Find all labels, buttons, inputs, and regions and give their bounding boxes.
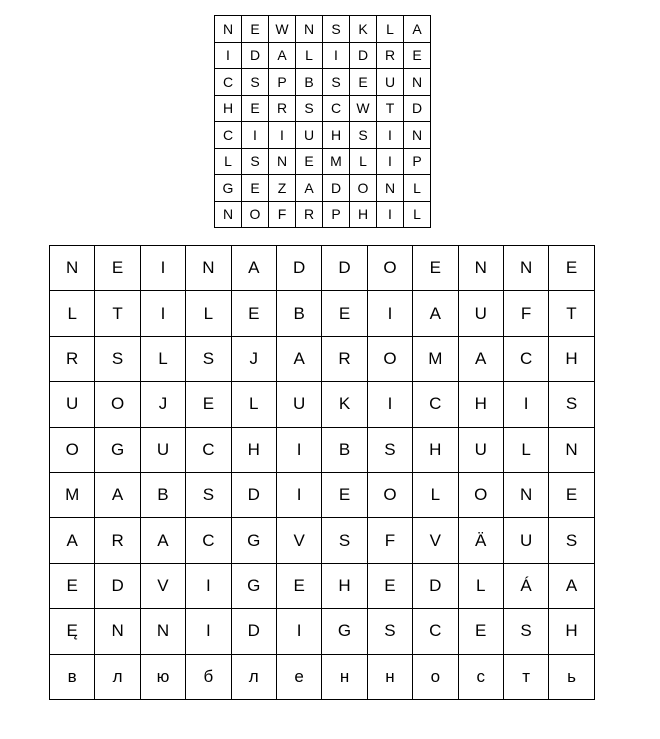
grid-cell[interactable]: A <box>458 336 503 381</box>
grid-cell[interactable]: N <box>140 609 185 654</box>
grid-cell[interactable]: F <box>269 201 296 228</box>
grid-cell[interactable]: S <box>367 609 412 654</box>
grid-cell[interactable]: H <box>549 336 594 381</box>
grid-cell[interactable]: D <box>322 246 367 291</box>
grid-cell[interactable]: H <box>549 609 594 654</box>
grid-cell[interactable]: K <box>322 382 367 427</box>
grid-cell[interactable]: N <box>215 16 242 43</box>
grid-cell[interactable]: A <box>269 42 296 69</box>
grid-cell[interactable]: б <box>186 654 231 699</box>
grid-row <box>50 654 595 699</box>
grid-cell[interactable]: W <box>350 95 377 122</box>
grid-row <box>50 382 595 427</box>
grid-row <box>215 175 431 202</box>
grid-cell[interactable]: B <box>322 427 367 472</box>
grid-cell[interactable]: S <box>367 427 412 472</box>
grid-cell[interactable]: V <box>140 563 185 608</box>
grid-cell[interactable]: E <box>458 609 503 654</box>
grid-cell[interactable]: H <box>458 382 503 427</box>
grid-cell[interactable]: Z <box>269 175 296 202</box>
grid-cell[interactable]: I <box>140 291 185 336</box>
grid-cell[interactable]: S <box>323 69 350 96</box>
grid-cell[interactable]: C <box>413 609 458 654</box>
grid-row <box>215 42 431 69</box>
grid-cell[interactable]: I <box>377 148 404 175</box>
grid-row <box>215 122 431 149</box>
grid-cell[interactable]: L <box>503 427 548 472</box>
grid-cell[interactable]: S <box>242 69 269 96</box>
grid-cell[interactable]: A <box>276 336 321 381</box>
grid-cell[interactable]: D <box>276 246 321 291</box>
grid-cell[interactable]: G <box>231 518 276 563</box>
grid-cell[interactable]: A <box>95 472 140 517</box>
grid-cell[interactable]: U <box>377 69 404 96</box>
grid-cell[interactable]: E <box>50 563 95 608</box>
grid-cell[interactable]: E <box>231 291 276 336</box>
grid-cell[interactable]: C <box>186 427 231 472</box>
grid-cell[interactable]: I <box>215 42 242 69</box>
grid-cell[interactable]: O <box>242 201 269 228</box>
grid-cell[interactable]: I <box>276 427 321 472</box>
grid-cell[interactable]: R <box>377 42 404 69</box>
grid-cell[interactable]: J <box>231 336 276 381</box>
grid-cell[interactable]: A <box>296 175 323 202</box>
grid-cell[interactable]: C <box>215 122 242 149</box>
grid-cell[interactable]: L <box>350 148 377 175</box>
grid-cell[interactable]: N <box>269 148 296 175</box>
grid-cell[interactable]: R <box>95 518 140 563</box>
grid-cell[interactable]: т <box>503 654 548 699</box>
grid-cell[interactable]: L <box>140 336 185 381</box>
grid-cell[interactable]: H <box>413 427 458 472</box>
grid-cell[interactable]: O <box>458 472 503 517</box>
grid-cell[interactable]: E <box>413 246 458 291</box>
grid-cell[interactable]: A <box>140 518 185 563</box>
grid-cell[interactable]: O <box>367 336 412 381</box>
grid-row <box>50 563 595 608</box>
large-grid-body <box>50 246 595 700</box>
small-grid-body <box>215 16 431 228</box>
grid-cell[interactable]: F <box>367 518 412 563</box>
grid-cell[interactable]: н <box>322 654 367 699</box>
grid-cell[interactable]: е <box>276 654 321 699</box>
grid-cell[interactable]: G <box>231 563 276 608</box>
grid-cell[interactable]: S <box>186 336 231 381</box>
grid-cell[interactable]: U <box>140 427 185 472</box>
grid-cell[interactable]: A <box>413 291 458 336</box>
grid-cell[interactable]: O <box>367 246 412 291</box>
grid-cell[interactable]: Á <box>503 563 548 608</box>
grid-row <box>215 69 431 96</box>
grid-cell[interactable]: I <box>503 382 548 427</box>
grid-cell[interactable]: N <box>404 122 431 149</box>
grid-cell[interactable]: D <box>242 42 269 69</box>
grid-cell[interactable]: E <box>367 563 412 608</box>
grid-cell[interactable]: H <box>350 201 377 228</box>
grid-cell[interactable]: ь <box>549 654 594 699</box>
grid-cell[interactable]: I <box>276 609 321 654</box>
grid-cell[interactable]: N <box>377 175 404 202</box>
grid-cell[interactable]: в <box>50 654 95 699</box>
grid-cell[interactable]: V <box>413 518 458 563</box>
grid-cell[interactable]: I <box>377 122 404 149</box>
grid-cell[interactable]: H <box>322 563 367 608</box>
grid-cell[interactable]: I <box>367 291 412 336</box>
grid-cell[interactable]: W <box>269 16 296 43</box>
grid-cell[interactable]: D <box>95 563 140 608</box>
grid-cell[interactable]: U <box>458 291 503 336</box>
grid-cell[interactable]: U <box>276 382 321 427</box>
grid-row <box>215 16 431 43</box>
grid-cell[interactable]: S <box>549 518 594 563</box>
grid-cell[interactable]: N <box>503 472 548 517</box>
grid-cell[interactable]: V <box>276 518 321 563</box>
grid-cell[interactable]: N <box>186 246 231 291</box>
grid-cell[interactable]: L <box>404 201 431 228</box>
grid-cell[interactable]: C <box>323 95 350 122</box>
grid-cell[interactable]: л <box>231 654 276 699</box>
grid-cell[interactable]: C <box>186 518 231 563</box>
grid-cell[interactable]: N <box>296 16 323 43</box>
grid-cell[interactable]: L <box>50 291 95 336</box>
grid-cell[interactable]: R <box>296 201 323 228</box>
grid-cell[interactable]: л <box>95 654 140 699</box>
grid-cell[interactable]: I <box>323 42 350 69</box>
grid-cell[interactable]: U <box>50 382 95 427</box>
grid-cell[interactable]: U <box>296 122 323 149</box>
grid-cell[interactable]: н <box>367 654 412 699</box>
grid-cell[interactable]: K <box>350 16 377 43</box>
grid-cell[interactable]: C <box>413 382 458 427</box>
grid-cell[interactable]: S <box>549 382 594 427</box>
grid-cell[interactable]: N <box>458 246 503 291</box>
grid-cell[interactable]: L <box>215 148 242 175</box>
grid-cell[interactable]: D <box>413 563 458 608</box>
grid-cell[interactable]: I <box>140 246 185 291</box>
grid-cell[interactable]: U <box>458 427 503 472</box>
grid-row <box>50 246 595 291</box>
grid-cell[interactable]: I <box>242 122 269 149</box>
grid-cell[interactable]: E <box>404 42 431 69</box>
grid-cell[interactable]: E <box>242 16 269 43</box>
grid-cell[interactable]: с <box>458 654 503 699</box>
grid-cell[interactable]: A <box>231 246 276 291</box>
grid-cell[interactable]: M <box>413 336 458 381</box>
grid-cell[interactable]: E <box>350 69 377 96</box>
grid-cell[interactable]: S <box>322 518 367 563</box>
small-word-grid <box>214 15 431 228</box>
grid-cell[interactable]: B <box>296 69 323 96</box>
grid-cell[interactable]: F <box>503 291 548 336</box>
grid-row <box>215 148 431 175</box>
grid-cell[interactable]: T <box>95 291 140 336</box>
grid-row <box>50 472 595 517</box>
grid-cell[interactable]: D <box>231 609 276 654</box>
grid-cell[interactable]: I <box>186 563 231 608</box>
grid-cell[interactable]: I <box>186 609 231 654</box>
grid-cell[interactable]: L <box>186 291 231 336</box>
grid-cell[interactable]: J <box>140 382 185 427</box>
grid-cell[interactable]: C <box>503 336 548 381</box>
grid-cell[interactable]: S <box>95 336 140 381</box>
grid-cell[interactable]: A <box>50 518 95 563</box>
grid-cell[interactable]: M <box>50 472 95 517</box>
grid-row <box>50 609 595 654</box>
grid-cell[interactable]: U <box>503 518 548 563</box>
grid-cell[interactable]: S <box>503 609 548 654</box>
grid-cell[interactable]: N <box>215 201 242 228</box>
grid-cell[interactable]: B <box>140 472 185 517</box>
grid-cell[interactable]: O <box>95 382 140 427</box>
grid-cell[interactable]: N <box>404 69 431 96</box>
grid-row <box>50 427 595 472</box>
grid-cell[interactable]: O <box>367 472 412 517</box>
grid-row <box>215 95 431 122</box>
grid-cell[interactable]: L <box>404 175 431 202</box>
grid-cell[interactable]: I <box>276 472 321 517</box>
grid-cell[interactable]: L <box>458 563 503 608</box>
grid-cell[interactable]: D <box>404 95 431 122</box>
grid-cell[interactable]: S <box>350 122 377 149</box>
grid-cell[interactable]: L <box>296 42 323 69</box>
grid-cell[interactable]: L <box>413 472 458 517</box>
grid-cell[interactable]: E <box>276 563 321 608</box>
grid-cell[interactable]: P <box>269 69 296 96</box>
grid-cell[interactable]: H <box>323 122 350 149</box>
grid-cell[interactable]: N <box>95 609 140 654</box>
grid-cell[interactable]: P <box>404 148 431 175</box>
grid-cell[interactable]: S <box>186 472 231 517</box>
grid-cell[interactable]: E <box>186 382 231 427</box>
grid-cell[interactable]: S <box>323 16 350 43</box>
grid-cell[interactable]: E <box>95 246 140 291</box>
grid-cell[interactable]: E <box>242 95 269 122</box>
grid-row <box>50 518 595 563</box>
grid-cell[interactable]: N <box>549 427 594 472</box>
grid-cell[interactable]: N <box>50 246 95 291</box>
grid-cell[interactable]: S <box>242 148 269 175</box>
grid-cell[interactable]: Ä <box>458 518 503 563</box>
grid-cell[interactable]: O <box>50 427 95 472</box>
grid-cell[interactable]: L <box>377 16 404 43</box>
grid-cell[interactable]: G <box>95 427 140 472</box>
grid-cell[interactable]: R <box>50 336 95 381</box>
grid-cell[interactable]: S <box>296 95 323 122</box>
grid-cell[interactable]: G <box>322 609 367 654</box>
large-word-grid <box>49 245 595 700</box>
grid-cell[interactable]: D <box>231 472 276 517</box>
grid-cell[interactable]: I <box>269 122 296 149</box>
grid-cell[interactable]: A <box>404 16 431 43</box>
grid-cell[interactable]: T <box>549 291 594 336</box>
grid-cell[interactable]: A <box>549 563 594 608</box>
grid-cell[interactable]: E <box>549 472 594 517</box>
grid-cell[interactable]: E <box>296 148 323 175</box>
grid-cell[interactable]: N <box>503 246 548 291</box>
grid-cell[interactable]: ю <box>140 654 185 699</box>
grid-cell[interactable]: B <box>276 291 321 336</box>
grid-cell[interactable]: G <box>215 175 242 202</box>
grid-cell[interactable]: R <box>322 336 367 381</box>
grid-cell[interactable]: D <box>323 175 350 202</box>
grid-cell[interactable]: E <box>242 175 269 202</box>
grid-cell[interactable]: H <box>231 427 276 472</box>
grid-cell[interactable]: T <box>377 95 404 122</box>
grid-cell[interactable]: H <box>215 95 242 122</box>
grid-cell[interactable]: о <box>413 654 458 699</box>
grid-cell[interactable]: E <box>322 472 367 517</box>
grid-cell[interactable]: E <box>549 246 594 291</box>
grid-cell[interactable]: C <box>215 69 242 96</box>
grid-cell[interactable]: D <box>350 42 377 69</box>
grid-cell[interactable]: R <box>269 95 296 122</box>
grid-cell[interactable]: I <box>367 382 412 427</box>
grid-cell[interactable]: P <box>323 201 350 228</box>
grid-cell[interactable]: E <box>322 291 367 336</box>
grid-cell[interactable]: M <box>323 148 350 175</box>
grid-cell[interactable]: L <box>231 382 276 427</box>
grid-cell[interactable]: I <box>377 201 404 228</box>
grid-cell[interactable]: O <box>350 175 377 202</box>
grid-cell[interactable]: Ę <box>50 609 95 654</box>
grid-row <box>215 201 431 228</box>
grid-row <box>50 291 595 336</box>
grid-row <box>50 336 595 381</box>
